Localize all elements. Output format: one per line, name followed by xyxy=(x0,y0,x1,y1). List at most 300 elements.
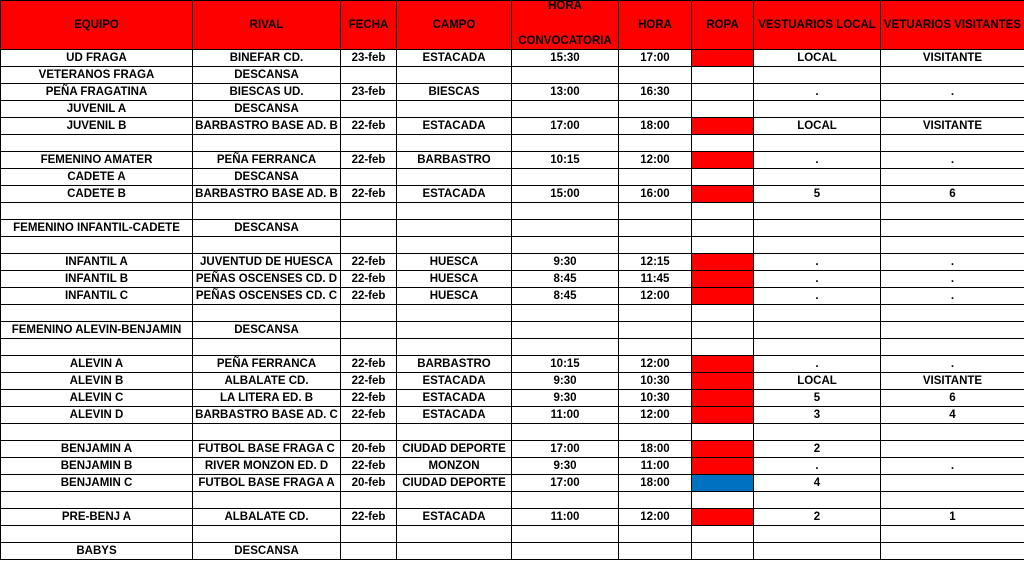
cell-fecha xyxy=(341,322,397,339)
cell-rival: DESCANSA xyxy=(193,543,341,560)
cell-fecha xyxy=(341,203,397,220)
cell-vestuario-local xyxy=(754,237,881,254)
table-row xyxy=(1,356,1024,373)
cell-vestuario-local: . xyxy=(754,458,881,475)
table-row xyxy=(1,407,1024,424)
cell-fecha xyxy=(341,67,397,84)
table-row xyxy=(1,543,1024,560)
cell-ropa xyxy=(692,203,754,220)
cell-rival xyxy=(193,339,341,356)
cell-hora-convocatoria xyxy=(512,203,619,220)
cell-vestuario-local xyxy=(754,135,881,152)
cell-hora: 18:00 xyxy=(619,118,692,135)
cell-vestuario-visitante: . xyxy=(881,254,1024,271)
cell-rival xyxy=(193,135,341,152)
cell-vestuario-local: . xyxy=(754,254,881,271)
cell-ropa xyxy=(692,305,754,322)
cell-ropa xyxy=(692,101,754,118)
cell-ropa xyxy=(692,271,754,288)
cell-vestuario-local: LOCAL xyxy=(754,118,881,135)
table-row xyxy=(1,101,1024,118)
cell-campo: BARBASTRO xyxy=(397,152,512,169)
blank-row xyxy=(1,305,1024,322)
cell-hora: 11:00 xyxy=(619,458,692,475)
cell-hora-convocatoria: 9:30 xyxy=(512,390,619,407)
cell-hora-convocatoria xyxy=(512,305,619,322)
cell-rival: ALBALATE CD. xyxy=(193,509,341,526)
cell-vestuario-local: LOCAL xyxy=(754,50,881,67)
cell-campo xyxy=(397,101,512,118)
cell-fecha: 22-feb xyxy=(341,152,397,169)
cell-ropa xyxy=(692,254,754,271)
cell-equipo: PRE-BENJ A xyxy=(1,509,193,526)
header-rival: RIVAL xyxy=(193,1,341,50)
cell-vestuario-local xyxy=(754,101,881,118)
cell-fecha: 22-feb xyxy=(341,390,397,407)
cell-ropa xyxy=(692,543,754,560)
cell-hora: 12:00 xyxy=(619,356,692,373)
cell-hora-convocatoria: 10:15 xyxy=(512,356,619,373)
cell-campo: HUESCA xyxy=(397,271,512,288)
cell-campo xyxy=(397,169,512,186)
blank-row xyxy=(1,424,1024,441)
table-row xyxy=(1,84,1024,101)
cell-fecha: 20-feb xyxy=(341,475,397,492)
cell-hora: 18:00 xyxy=(619,441,692,458)
cell-vestuario-visitante xyxy=(881,305,1024,322)
cell-rival: JUVENTUD DE HUESCA xyxy=(193,254,341,271)
cell-vestuario-visitante: 6 xyxy=(881,186,1024,203)
cell-fecha xyxy=(341,101,397,118)
table-row xyxy=(1,322,1024,339)
table-row xyxy=(1,390,1024,407)
cell-equipo: BENJAMIN A xyxy=(1,441,193,458)
cell-vestuario-visitante xyxy=(881,135,1024,152)
cell-fecha xyxy=(341,492,397,509)
cell-vestuario-local xyxy=(754,169,881,186)
cell-vestuario-visitante: . xyxy=(881,152,1024,169)
header-vestuarios-local: VESTUARIOS LOCAL xyxy=(754,1,881,50)
cell-rival: BARBASTRO BASE AD. C xyxy=(193,407,341,424)
cell-hora-convocatoria xyxy=(512,339,619,356)
cell-fecha: 22-feb xyxy=(341,509,397,526)
cell-vestuario-local: LOCAL xyxy=(754,373,881,390)
table-row xyxy=(1,288,1024,305)
cell-ropa xyxy=(692,186,754,203)
cell-rival: DESCANSA xyxy=(193,67,341,84)
cell-hora xyxy=(619,220,692,237)
table-body xyxy=(1,50,1024,560)
cell-hora-convocatoria: 17:00 xyxy=(512,441,619,458)
cell-equipo xyxy=(1,424,193,441)
cell-vestuario-visitante: . xyxy=(881,288,1024,305)
cell-vestuario-visitante xyxy=(881,424,1024,441)
cell-campo xyxy=(397,203,512,220)
cell-hora: 18:00 xyxy=(619,475,692,492)
cell-vestuario-visitante: 6 xyxy=(881,390,1024,407)
cell-equipo: UD FRAGA xyxy=(1,50,193,67)
header-row xyxy=(1,1,1024,50)
header-fecha: FECHA xyxy=(341,1,397,50)
cell-vestuario-local xyxy=(754,220,881,237)
cell-ropa xyxy=(692,475,754,492)
cell-rival: DESCANSA xyxy=(193,101,341,118)
cell-campo: BARBASTRO xyxy=(397,356,512,373)
cell-rival xyxy=(193,203,341,220)
table-row xyxy=(1,50,1024,67)
cell-equipo: JUVENIL A xyxy=(1,101,193,118)
cell-rival xyxy=(193,526,341,543)
cell-equipo xyxy=(1,237,193,254)
cell-ropa xyxy=(692,407,754,424)
cell-campo xyxy=(397,339,512,356)
cell-equipo xyxy=(1,203,193,220)
cell-ropa xyxy=(692,118,754,135)
cell-fecha: 22-feb xyxy=(341,271,397,288)
header-campo: CAMPO xyxy=(397,1,512,50)
cell-hora-convocatoria: 17:00 xyxy=(512,118,619,135)
cell-vestuario-local: 2 xyxy=(754,509,881,526)
header-vestuarios-visitantes: VETUARIOS VISITANTES xyxy=(881,1,1024,50)
cell-vestuario-visitante xyxy=(881,322,1024,339)
header-hora-convocatoria xyxy=(512,1,619,50)
table-row xyxy=(1,118,1024,135)
cell-equipo: ALEVIN B xyxy=(1,373,193,390)
cell-campo xyxy=(397,305,512,322)
cell-hora: 12:00 xyxy=(619,509,692,526)
cell-hora: 12:00 xyxy=(619,152,692,169)
cell-ropa xyxy=(692,237,754,254)
cell-ropa xyxy=(692,84,754,101)
cell-vestuario-local: . xyxy=(754,84,881,101)
cell-hora-convocatoria: 13:00 xyxy=(512,84,619,101)
cell-campo: HUESCA xyxy=(397,288,512,305)
cell-vestuario-visitante xyxy=(881,67,1024,84)
cell-equipo: FEMENINO AMATER xyxy=(1,152,193,169)
cell-equipo xyxy=(1,492,193,509)
cell-ropa xyxy=(692,492,754,509)
cell-fecha xyxy=(341,135,397,152)
cell-vestuario-local: 3 xyxy=(754,407,881,424)
blank-row xyxy=(1,339,1024,356)
cell-vestuario-visitante xyxy=(881,203,1024,220)
cell-vestuario-visitante: VISITANTE xyxy=(881,373,1024,390)
cell-campo: MONZON xyxy=(397,458,512,475)
cell-equipo: ALEVIN D xyxy=(1,407,193,424)
cell-hora-convocatoria xyxy=(512,424,619,441)
cell-equipo xyxy=(1,526,193,543)
cell-hora-convocatoria: 8:45 xyxy=(512,288,619,305)
cell-rival: BINEFAR CD. xyxy=(193,50,341,67)
header-ropa: ROPA xyxy=(692,1,754,50)
cell-equipo: FEMENINO INFANTIL-CADETE xyxy=(1,220,193,237)
cell-rival: DESCANSA xyxy=(193,169,341,186)
cell-rival xyxy=(193,492,341,509)
cell-fecha xyxy=(341,220,397,237)
cell-vestuario-visitante xyxy=(881,526,1024,543)
cell-equipo xyxy=(1,305,193,322)
cell-rival: DESCANSA xyxy=(193,322,341,339)
cell-rival: PEÑA FERRANCA xyxy=(193,152,341,169)
cell-campo xyxy=(397,67,512,84)
table-row xyxy=(1,271,1024,288)
table-row xyxy=(1,458,1024,475)
cell-vestuario-visitante xyxy=(881,220,1024,237)
cell-campo: ESTACADA xyxy=(397,50,512,67)
cell-ropa xyxy=(692,458,754,475)
cell-hora: 16:30 xyxy=(619,84,692,101)
cell-equipo: INFANTIL C xyxy=(1,288,193,305)
cell-fecha: 23-feb xyxy=(341,50,397,67)
cell-hora-convocatoria xyxy=(512,220,619,237)
cell-ropa xyxy=(692,424,754,441)
cell-vestuario-visitante: VISITANTE xyxy=(881,118,1024,135)
table-row xyxy=(1,169,1024,186)
cell-ropa xyxy=(692,169,754,186)
cell-vestuario-visitante: . xyxy=(881,271,1024,288)
cell-hora-convocatoria xyxy=(512,543,619,560)
cell-vestuario-local xyxy=(754,492,881,509)
cell-vestuario-local xyxy=(754,305,881,322)
cell-equipo: BENJAMIN B xyxy=(1,458,193,475)
table-row xyxy=(1,475,1024,492)
cell-vestuario-visitante: . xyxy=(881,356,1024,373)
table-row xyxy=(1,67,1024,84)
cell-hora: 12:00 xyxy=(619,288,692,305)
cell-hora-convocatoria: 9:30 xyxy=(512,254,619,271)
cell-vestuario-visitante xyxy=(881,237,1024,254)
cell-hora-convocatoria: 11:00 xyxy=(512,407,619,424)
cell-hora: 16:00 xyxy=(619,186,692,203)
cell-equipo xyxy=(1,339,193,356)
cell-ropa xyxy=(692,152,754,169)
cell-equipo: FEMENINO ALEVIN-BENJAMIN xyxy=(1,322,193,339)
cell-vestuario-local: . xyxy=(754,152,881,169)
header-equipo: EQUIPO xyxy=(1,1,193,50)
cell-rival: BARBASTRO BASE AD. B xyxy=(193,118,341,135)
cell-campo: CIUDAD DEPORTE xyxy=(397,475,512,492)
blank-row xyxy=(1,237,1024,254)
cell-campo: ESTACADA xyxy=(397,118,512,135)
cell-vestuario-local xyxy=(754,424,881,441)
cell-campo: ESTACADA xyxy=(397,407,512,424)
cell-rival: FUTBOL BASE FRAGA A xyxy=(193,475,341,492)
cell-hora xyxy=(619,492,692,509)
cell-fecha: 22-feb xyxy=(341,356,397,373)
cell-hora-convocatoria xyxy=(512,135,619,152)
cell-hora xyxy=(619,305,692,322)
cell-campo xyxy=(397,543,512,560)
cell-rival: DESCANSA xyxy=(193,220,341,237)
cell-campo xyxy=(397,135,512,152)
blank-row xyxy=(1,492,1024,509)
cell-hora xyxy=(619,339,692,356)
cell-fecha: 22-feb xyxy=(341,118,397,135)
cell-vestuario-local: 5 xyxy=(754,186,881,203)
cell-equipo: BABYS xyxy=(1,543,193,560)
cell-fecha xyxy=(341,526,397,543)
cell-ropa xyxy=(692,288,754,305)
cell-fecha: 22-feb xyxy=(341,288,397,305)
cell-ropa xyxy=(692,373,754,390)
cell-hora: 17:00 xyxy=(619,50,692,67)
cell-hora xyxy=(619,101,692,118)
cell-campo: CIUDAD DEPORTE xyxy=(397,441,512,458)
cell-vestuario-local xyxy=(754,322,881,339)
blank-row xyxy=(1,135,1024,152)
cell-campo: BIESCAS xyxy=(397,84,512,101)
cell-hora-convocatoria xyxy=(512,526,619,543)
cell-ropa xyxy=(692,220,754,237)
cell-hora: 12:00 xyxy=(619,407,692,424)
cell-hora xyxy=(619,424,692,441)
cell-vestuario-visitante xyxy=(881,441,1024,458)
cell-hora-convocatoria: 11:00 xyxy=(512,509,619,526)
table-row xyxy=(1,373,1024,390)
cell-rival: BARBASTRO BASE AD. B xyxy=(193,186,341,203)
cell-equipo: PEÑA FRAGATINA xyxy=(1,84,193,101)
cell-vestuario-visitante: . xyxy=(881,84,1024,101)
cell-equipo: INFANTIL B xyxy=(1,271,193,288)
cell-vestuario-local: . xyxy=(754,356,881,373)
cell-vestuario-visitante xyxy=(881,339,1024,356)
cell-hora: 10:30 xyxy=(619,373,692,390)
table-row xyxy=(1,509,1024,526)
cell-vestuario-local xyxy=(754,339,881,356)
cell-hora-convocatoria xyxy=(512,492,619,509)
cell-campo: ESTACADA xyxy=(397,373,512,390)
cell-vestuario-local: 2 xyxy=(754,441,881,458)
cell-campo xyxy=(397,424,512,441)
cell-rival: LA LITERA ED. B xyxy=(193,390,341,407)
cell-ropa xyxy=(692,322,754,339)
cell-ropa xyxy=(692,356,754,373)
cell-ropa xyxy=(692,339,754,356)
blank-row xyxy=(1,203,1024,220)
cell-vestuario-visitante xyxy=(881,169,1024,186)
cell-fecha xyxy=(341,543,397,560)
cell-hora-convocatoria: 9:30 xyxy=(512,373,619,390)
header-hora-convocatoria-line2: CONVOCATORIA xyxy=(518,35,612,47)
cell-fecha xyxy=(341,339,397,356)
cell-vestuario-local xyxy=(754,67,881,84)
cell-equipo: ALEVIN C xyxy=(1,390,193,407)
cell-rival: BIESCAS UD. xyxy=(193,84,341,101)
cell-hora xyxy=(619,526,692,543)
cell-hora: 10:30 xyxy=(619,390,692,407)
table-row xyxy=(1,152,1024,169)
cell-fecha: 22-feb xyxy=(341,186,397,203)
cell-hora-convocatoria xyxy=(512,322,619,339)
cell-campo: ESTACADA xyxy=(397,390,512,407)
cell-campo xyxy=(397,220,512,237)
cell-vestuario-local xyxy=(754,526,881,543)
cell-fecha: 22-feb xyxy=(341,458,397,475)
cell-hora-convocatoria: 9:30 xyxy=(512,458,619,475)
table-row xyxy=(1,254,1024,271)
cell-hora-convocatoria: 15:00 xyxy=(512,186,619,203)
cell-equipo: JUVENIL B xyxy=(1,118,193,135)
cell-hora-convocatoria xyxy=(512,67,619,84)
cell-campo xyxy=(397,492,512,509)
cell-vestuario-local xyxy=(754,543,881,560)
cell-vestuario-visitante xyxy=(881,543,1024,560)
cell-fecha: 22-feb xyxy=(341,407,397,424)
cell-hora-convocatoria xyxy=(512,237,619,254)
cell-hora-convocatoria xyxy=(512,169,619,186)
cell-vestuario-visitante: VISITANTE xyxy=(881,50,1024,67)
cell-equipo: CADETE A xyxy=(1,169,193,186)
cell-fecha: 23-feb xyxy=(341,84,397,101)
cell-campo: HUESCA xyxy=(397,254,512,271)
cell-campo xyxy=(397,526,512,543)
cell-rival: PEÑA FERRANCA xyxy=(193,356,341,373)
cell-ropa xyxy=(692,67,754,84)
table-row xyxy=(1,220,1024,237)
cell-vestuario-local: . xyxy=(754,288,881,305)
cell-campo xyxy=(397,322,512,339)
cell-vestuario-visitante: 1 xyxy=(881,509,1024,526)
cell-equipo: CADETE B xyxy=(1,186,193,203)
cell-ropa xyxy=(692,135,754,152)
cell-fecha: 22-feb xyxy=(341,373,397,390)
cell-hora: 11:45 xyxy=(619,271,692,288)
cell-rival: ALBALATE CD. xyxy=(193,373,341,390)
cell-vestuario-visitante: 4 xyxy=(881,407,1024,424)
cell-fecha xyxy=(341,169,397,186)
cell-campo: ESTACADA xyxy=(397,509,512,526)
cell-campo xyxy=(397,237,512,254)
cell-ropa xyxy=(692,390,754,407)
cell-hora xyxy=(619,322,692,339)
cell-equipo: INFANTIL A xyxy=(1,254,193,271)
cell-hora-convocatoria: 17:00 xyxy=(512,475,619,492)
cell-hora xyxy=(619,67,692,84)
cell-hora xyxy=(619,543,692,560)
cell-ropa xyxy=(692,441,754,458)
cell-campo: ESTACADA xyxy=(397,186,512,203)
cell-vestuario-local xyxy=(754,203,881,220)
cell-fecha xyxy=(341,237,397,254)
cell-fecha xyxy=(341,424,397,441)
cell-hora-convocatoria: 15:30 xyxy=(512,50,619,67)
cell-equipo: BENJAMIN C xyxy=(1,475,193,492)
cell-rival: RIVER MONZON ED. D xyxy=(193,458,341,475)
cell-hora xyxy=(619,135,692,152)
cell-rival xyxy=(193,237,341,254)
cell-rival: FUTBOL BASE FRAGA C xyxy=(193,441,341,458)
cell-hora-convocatoria xyxy=(512,101,619,118)
cell-ropa xyxy=(692,50,754,67)
cell-fecha: 20-feb xyxy=(341,441,397,458)
cell-vestuario-visitante xyxy=(881,101,1024,118)
cell-equipo xyxy=(1,135,193,152)
table-row xyxy=(1,186,1024,203)
cell-vestuario-local: 4 xyxy=(754,475,881,492)
cell-fecha xyxy=(341,305,397,322)
cell-hora xyxy=(619,169,692,186)
cell-rival xyxy=(193,305,341,322)
cell-hora: 12:15 xyxy=(619,254,692,271)
cell-vestuario-visitante xyxy=(881,492,1024,509)
cell-ropa xyxy=(692,526,754,543)
table-row xyxy=(1,441,1024,458)
cell-hora xyxy=(619,237,692,254)
cell-vestuario-local: 5 xyxy=(754,390,881,407)
cell-equipo: ALEVIN A xyxy=(1,356,193,373)
cell-ropa xyxy=(692,509,754,526)
cell-vestuario-local: . xyxy=(754,271,881,288)
